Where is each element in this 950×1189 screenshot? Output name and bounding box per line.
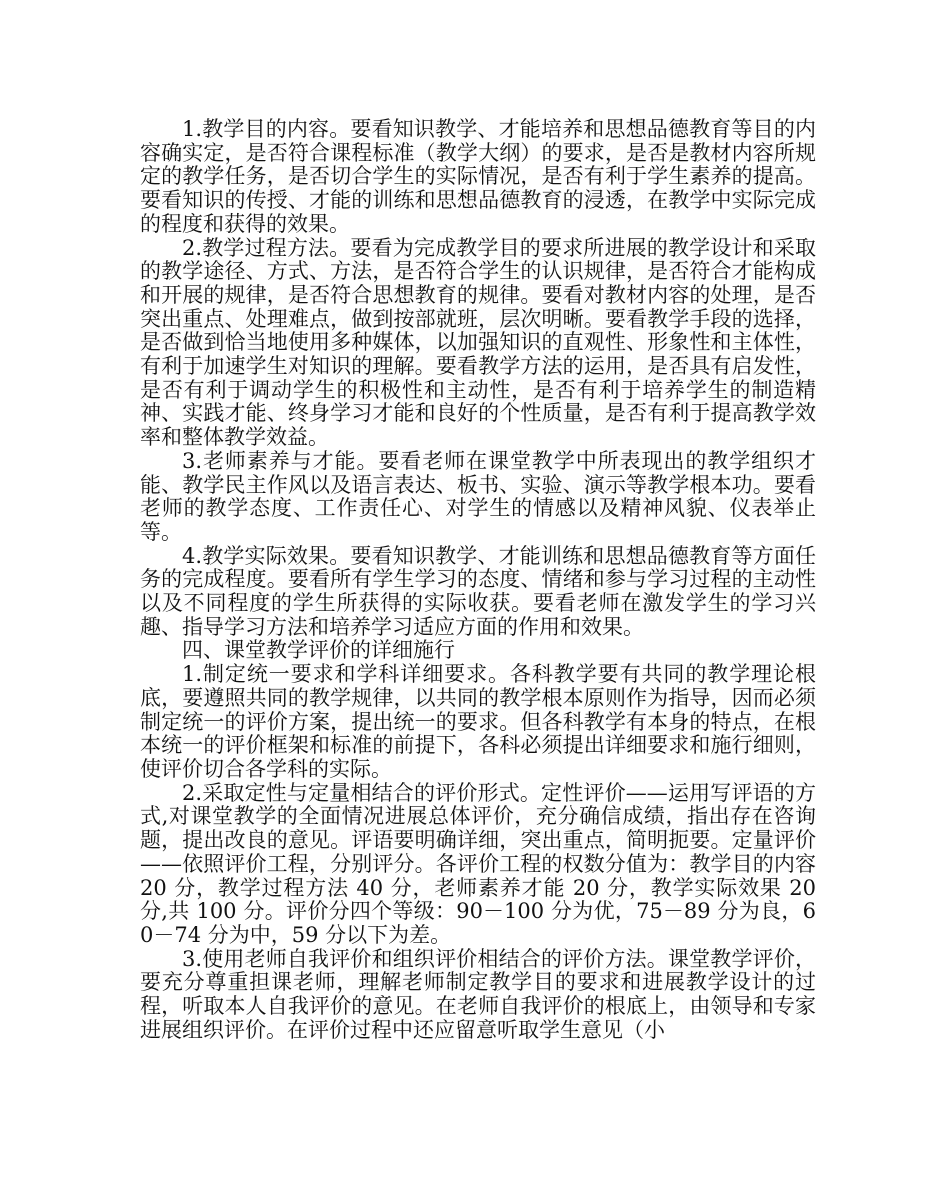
paragraph-teacher-quality: 3.老师素养与才能。要看老师在课堂教学中所表现出的教学组织才能、教学民主作风以及语言表达、板书、实验、演示等教学根本功。要看老师的教学态度、工作责任心、对学生的情感以及精神风貌、仪表举止等。 (140, 448, 816, 544)
paragraph-teaching-effect: 4.教学实际效果。要看知识教学、才能训练和思想品德教育等方面任务的完成程度。要看所有学生学习的态度、情绪和参与学习过程的主动性以及不同程度的学生所获得的实际收获。要看老师在激发学生的学习兴趣、指导学习方法和培养学习适应方面的作用和效果。 (140, 543, 816, 639)
section-heading-implementation: 四、课堂教学评价的详细施行 (182, 638, 455, 663)
paragraph-evaluation-method: 3.使用老师自我评价和组织评价相结合的评价方法。课堂教学评价，要充分尊重担课老师，理解老师制定教学目的要求和进展教学设计的过程，听取本人自我评价的意见。在老师自我评价的根底上，由领导和专家进展组织评价。在评价过程中还应留意听取学生意见（小 (140, 946, 816, 1042)
document-page (140, 118, 816, 1042)
paragraph-unified-requirements: 1.制定统一要求和学科详细要求。各科教学要有共同的教学理论根底，要遵照共同的教学规律，以共同的教学根本原则作为指导，因而必须制定统一的评价方案，提出统一的要求。但各科教学有本身的特点，在根本统一的评价框架和标准的前提下，各科必须提出详细要求和施行细则，使评价切合各学科的实际。 (140, 662, 816, 781)
paragraph-evaluation-form: 2.采取定性与定量相结合的评价形式。定性评价——运用写评语的方式,对课堂教学的全面情况进展总体评价，充分确信成绩，指出存在咨询题，提出改良的意见。评语要明确详细，突出重点，简明扼要。定量评价——依照评价工程，分别评分。各评价工程的权数分值为：教学目的内容 20 分，教学过程方法 40 分，老师素养才能 20 分，教学实际效果 20 分,共 100 分。评价分四个等级：90－100 分为优，75－89 分为良，60－74 分为中，59 分以下为差。 (140, 780, 816, 947)
paragraph-teaching-process: 2.教学过程方法。要看为完成教学目的要求所进展的教学设计和采取的教学途径、方式、方法，是否符合学生的认识规律，是否符合才能构成和开展的规律，是否符合思想教育的规律。要看对教材内容的处理，是否突出重点、处理难点，做到按部就班，层次明晰。要看教学手段的选择，是否做到恰当地使用多种媒体，以加强知识的直观性、形象性和主体性，有利于加速学生对知识的理解。要看教学方法的运用，是否具有启发性，是否有利于调动学生的积极性和主动性，是否有利于培养学生的制造精神、实践才能、终身学习才能和良好的个性质量，是否有利于提高教学效率和整体教学效益。 (140, 235, 816, 450)
paragraph-teaching-goal: 1.教学目的内容。要看知识教学、才能培养和思想品德教育等目的内容确实定，是否符合课程标准（教学大纲）的要求，是否是教材内容所规定的教学任务，是否切合学生的实际情况，是否有利于学生素养的提高。要看知识的传授、才能的训练和思想品德教育的浸透，在教学中实际完成的程度和获得的效果。 (140, 117, 816, 236)
